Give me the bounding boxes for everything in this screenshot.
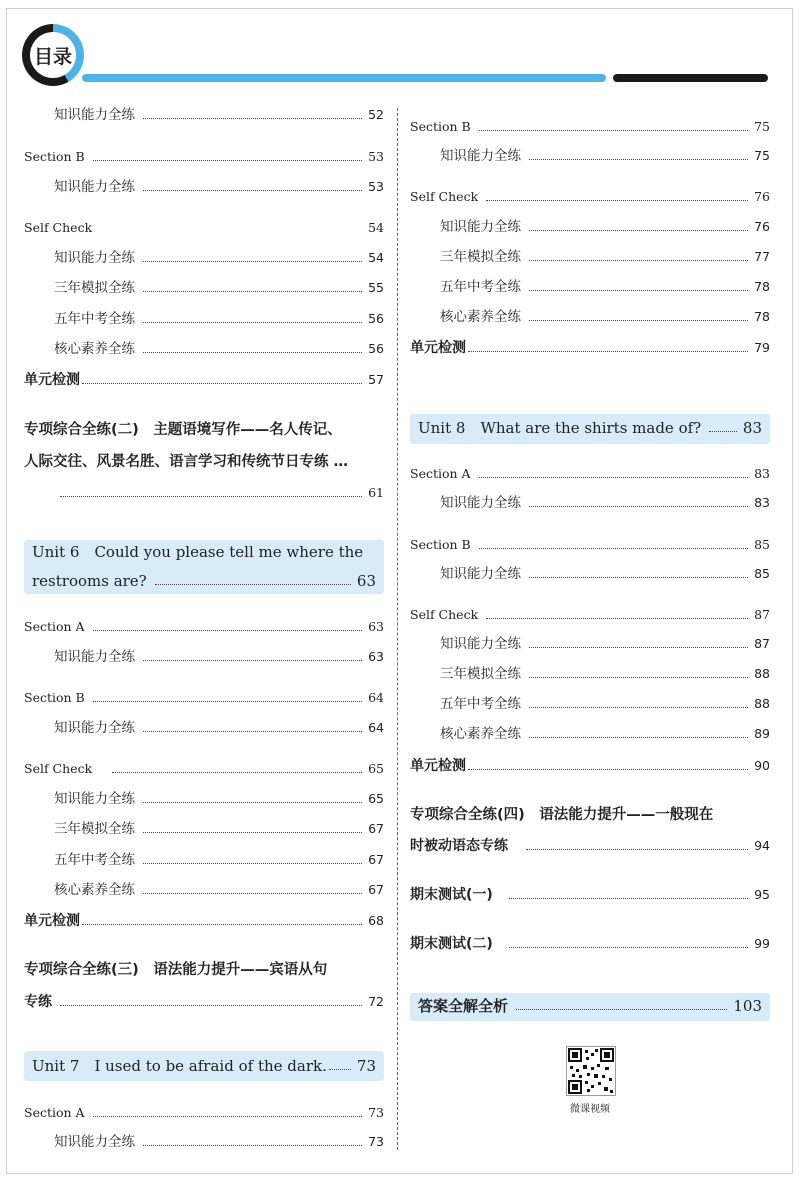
toc-entry[interactable]: 三年模拟全练 88 — [440, 666, 770, 682]
toc-entry[interactable]: 五年中考全练 67 — [54, 852, 384, 868]
qr-code-icon[interactable] — [566, 1046, 616, 1096]
toc-entry[interactable]: Section A 63 — [24, 619, 384, 634]
header-bar-blue — [82, 74, 606, 82]
toc-entry[interactable]: Section A 83 — [410, 466, 770, 481]
special-review-4-title-cont[interactable]: 时被动语态专练 94 — [410, 838, 770, 854]
header-badge — [22, 24, 84, 86]
toc-entry[interactable]: 核心素养全练 67 — [54, 882, 384, 898]
toc-entry[interactable]: 核心素养全练 89 — [440, 726, 770, 742]
toc-entry[interactable]: 知识能力全练 85 — [440, 566, 770, 582]
toc-entry-unit-test[interactable]: 单元检测 68 — [24, 913, 384, 929]
header-bar-black — [613, 74, 768, 82]
final-exam-1[interactable]: 期末测试(一) 95 — [410, 887, 770, 903]
toc-entry-unit-test[interactable]: 单元检测 90 — [410, 758, 770, 774]
toc-entry[interactable]: 知识能力全练 63 — [54, 649, 384, 665]
toc-entry[interactable]: Section B 53 — [24, 149, 384, 164]
toc-entry[interactable]: Section B 64 — [24, 690, 384, 705]
toc-entry[interactable]: Section B 75 — [410, 119, 770, 134]
toc-entry[interactable]: 知识能力全练 87 — [440, 636, 770, 652]
toc-entry[interactable]: 核心素养全练 56 — [54, 341, 384, 357]
toc-entry[interactable]: 五年中考全练 88 — [440, 696, 770, 712]
toc-entry[interactable]: Self Check 65 — [24, 761, 384, 776]
toc-entry[interactable]: Section B 85 — [410, 537, 770, 552]
toc-entry[interactable]: 知识能力全练 83 — [440, 495, 770, 511]
qr-caption: 微课视频 — [570, 1104, 610, 1115]
toc-entry[interactable]: 61 — [60, 484, 384, 502]
toc-entry[interactable]: 知识能力全练 53 — [54, 179, 384, 195]
toc-entry[interactable]: 知识能力全练 65 — [54, 791, 384, 807]
toc-entry-unit-test[interactable]: 单元检测 79 — [410, 340, 770, 356]
toc-entry[interactable]: 知识能力全练 73 — [54, 1134, 384, 1150]
toc-entry[interactable]: 知识能力全练 75 — [440, 148, 770, 164]
unit-6-title-cont[interactable]: restrooms are? 63 — [32, 572, 376, 590]
toc-entry[interactable]: 知识能力全练 64 — [54, 720, 384, 736]
toc-entry[interactable]: 知识能力全练 54 — [54, 250, 384, 266]
toc-entry[interactable]: 核心素养全练 78 — [440, 309, 770, 325]
unit-6-title[interactable]: Unit 6 Could you please tell me where the — [32, 543, 364, 561]
toc-entry[interactable]: 三年模拟全练 67 — [54, 821, 384, 837]
unit-8-title[interactable]: Unit 8 What are the shirts made of? 83 — [418, 419, 762, 437]
header-title: 目录 — [30, 32, 76, 78]
toc-entry[interactable]: 五年中考全练 56 — [54, 311, 384, 327]
toc-entry[interactable]: 知识能力全练 52 — [54, 107, 384, 123]
toc-entry[interactable]: Self Check 54 — [24, 220, 384, 235]
answers-entry[interactable]: 答案全解全析 103 — [418, 997, 762, 1015]
final-exam-2[interactable]: 期末测试(二) 99 — [410, 936, 770, 952]
toc-entry[interactable]: 三年模拟全练 77 — [440, 249, 770, 265]
special-review-2-title[interactable]: 专项综合全练(二) 主题语境写作——名人传记、 — [24, 422, 342, 438]
toc-entry[interactable]: Self Check 76 — [410, 189, 770, 204]
column-divider — [397, 108, 398, 1150]
toc-entry[interactable]: Section A 73 — [24, 1105, 384, 1120]
toc-entry[interactable]: 知识能力全练 76 — [440, 219, 770, 235]
unit-7-title[interactable]: Unit 7 I used to be afraid of the dark. 73 — [32, 1057, 376, 1075]
toc-entry[interactable]: 三年模拟全练 55 — [54, 280, 384, 296]
toc-entry-unit-test[interactable]: 单元检测 57 — [24, 372, 384, 388]
special-review-3-title-cont[interactable]: 专练 72 — [24, 994, 384, 1010]
special-review-4-title[interactable]: 专项综合全练(四) 语法能力提升——一般现在 — [410, 807, 714, 823]
toc-entry[interactable]: Self Check 87 — [410, 607, 770, 622]
special-review-3-title[interactable]: 专项综合全练(三) 语法能力提升——宾语从句 — [24, 962, 328, 978]
special-review-2-title-cont[interactable]: 人际交往、风景名胜、语言学习和传统节日专练 … — [24, 454, 349, 470]
toc-entry[interactable]: 五年中考全练 78 — [440, 279, 770, 295]
